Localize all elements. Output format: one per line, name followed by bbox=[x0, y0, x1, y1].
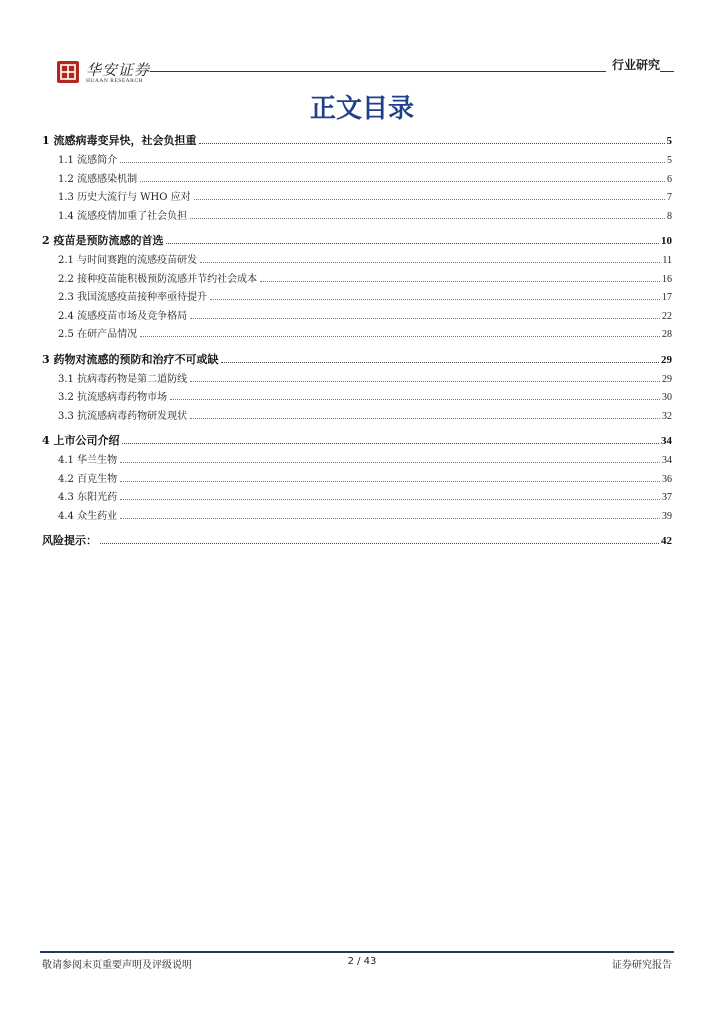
toc-entry-page: 5 bbox=[666, 135, 672, 147]
toc-subsection-entry[interactable] bbox=[42, 208, 672, 227]
toc-entry-title: 2 疫苗是预防流感的首选 bbox=[42, 234, 164, 247]
toc-entry-title: 2.4 流感疫苗市场及竞争格局 bbox=[58, 310, 188, 322]
toc-entry-page: 34 bbox=[662, 455, 672, 466]
toc-dot-leader bbox=[190, 381, 660, 382]
toc-dot-leader bbox=[190, 218, 665, 219]
toc-dot-leader bbox=[200, 262, 660, 263]
toc-dot-leader bbox=[140, 336, 660, 337]
toc-entry-title: 3 药物对流感的预防和治疗不可或缺 bbox=[42, 352, 219, 366]
toc-entry-page: 5 bbox=[667, 155, 672, 166]
toc-entry-title: 4.3 东阳光药 bbox=[58, 492, 118, 503]
logo-english-name: HUAAN RESEARCH bbox=[86, 78, 143, 84]
toc-subsection-entry[interactable] bbox=[42, 508, 672, 527]
toc-dot-leader bbox=[120, 162, 665, 163]
toc-subsection-entry[interactable] bbox=[42, 308, 672, 327]
toc-subsection-entry[interactable] bbox=[42, 471, 672, 490]
toc-entry-page: 32 bbox=[662, 410, 672, 422]
toc-subsection-entry[interactable] bbox=[42, 452, 672, 471]
report-category: 行业研究 bbox=[606, 56, 660, 73]
toc-entry-page: 28 bbox=[662, 329, 672, 340]
page-title: 正文目录 bbox=[309, 94, 414, 124]
page-number: 2 / 43 bbox=[347, 956, 377, 967]
toc-entry-page: 29 bbox=[661, 353, 672, 366]
toc-dot-leader bbox=[166, 243, 659, 244]
toc-subsection-entry[interactable] bbox=[42, 489, 672, 508]
toc-dot-leader bbox=[122, 443, 659, 444]
toc-entry-title: 4.4 众生药业 bbox=[58, 510, 118, 522]
footer-disclaimer: 敬请参阅末页重要声明及评级说明 bbox=[42, 960, 192, 971]
toc-entry-title: 3.1 抗病毒药物是第二道防线 bbox=[58, 373, 188, 385]
toc-subsection-entry[interactable] bbox=[42, 271, 672, 290]
toc-entry-title: 2.1 与时间赛跑的流感疫苗研发 bbox=[58, 255, 198, 266]
toc-dot-leader bbox=[140, 181, 665, 182]
toc-dot-leader bbox=[199, 143, 664, 144]
toc-dot-leader bbox=[120, 462, 660, 463]
toc-section-entry[interactable] bbox=[42, 130, 672, 152]
toc-section-entry[interactable] bbox=[42, 530, 672, 552]
toc-entry-title: 3.2 抗流感病毒药物市场 bbox=[58, 392, 168, 403]
huaan-logo-icon bbox=[56, 60, 80, 84]
toc-entry-page: 30 bbox=[662, 392, 672, 403]
toc-entry-page: 34 bbox=[661, 435, 672, 447]
toc-subsection-entry[interactable] bbox=[42, 252, 672, 271]
toc-section-entry[interactable] bbox=[42, 349, 672, 371]
toc-subsection-entry[interactable] bbox=[42, 326, 672, 345]
toc-subsection-entry[interactable] bbox=[42, 152, 672, 171]
toc-subsection-entry[interactable] bbox=[42, 189, 672, 208]
toc-entry-page: 17 bbox=[662, 292, 672, 303]
toc-dot-leader bbox=[260, 281, 660, 282]
toc-subsection-entry[interactable] bbox=[42, 389, 672, 408]
toc-entry-page: 10 bbox=[661, 235, 672, 247]
toc-dot-leader bbox=[120, 499, 660, 500]
toc-section-entry[interactable] bbox=[42, 430, 672, 452]
toc-entry-title: 3.3 抗流感病毒药物研发现状 bbox=[58, 410, 188, 422]
toc-dot-leader bbox=[210, 299, 660, 300]
toc-entry-title: 1.4 流感疫情加重了社会负担 bbox=[58, 210, 188, 222]
toc-dot-leader bbox=[120, 481, 660, 482]
toc-entry-page: 37 bbox=[662, 492, 672, 503]
toc-subsection-entry[interactable] bbox=[42, 289, 672, 308]
toc-dot-leader bbox=[190, 418, 660, 419]
footer-report-type: 证券研究报告 bbox=[612, 960, 672, 971]
toc-entry-title: 1.3 历史大流行与 WHO 应对 bbox=[58, 192, 191, 203]
toc-entry-page: 29 bbox=[662, 373, 672, 385]
toc-entry-title: 2.3 我国流感疫苗接种率亟待提升 bbox=[58, 292, 208, 303]
toc-entry-title: 1.2 流感感染机制 bbox=[58, 173, 138, 185]
header-rule bbox=[150, 71, 674, 72]
toc-section-entry[interactable] bbox=[42, 230, 672, 252]
toc-entry-title: 4.2 百克生物 bbox=[58, 473, 118, 485]
toc-subsection-entry[interactable] bbox=[42, 408, 672, 427]
toc-entry-page: 42 bbox=[661, 535, 672, 547]
toc-dot-leader bbox=[170, 399, 660, 400]
toc-entry-title: 风险提示： bbox=[42, 534, 97, 547]
toc-dot-leader bbox=[190, 318, 660, 319]
toc-dot-leader bbox=[194, 199, 665, 200]
toc-dot-leader bbox=[120, 518, 660, 519]
table-of-contents bbox=[42, 130, 672, 552]
toc-dot-leader bbox=[221, 362, 659, 363]
page-header bbox=[40, 54, 674, 88]
toc-entry-page: 8 bbox=[667, 210, 672, 222]
toc-subsection-entry[interactable] bbox=[42, 371, 672, 390]
toc-entry-title: 4.1 华兰生物 bbox=[58, 455, 118, 466]
toc-entry-title: 2.5 在研产品情况 bbox=[58, 329, 138, 340]
toc-entry-page: 11 bbox=[662, 255, 672, 266]
toc-entry-title: 1 流感病毒变异快，社会负担重 bbox=[42, 134, 197, 147]
toc-entry-page: 22 bbox=[662, 310, 672, 322]
toc-entry-title: 2.2 接种疫苗能积极预防流感并节约社会成本 bbox=[58, 273, 258, 285]
toc-subsection-entry[interactable] bbox=[42, 171, 672, 190]
toc-entry-title: 4 上市公司介绍 bbox=[42, 434, 120, 447]
toc-entry-page: 16 bbox=[662, 273, 672, 285]
toc-entry-title: 1.1 流感简介 bbox=[58, 155, 118, 166]
toc-dot-leader bbox=[100, 543, 659, 544]
logo-chinese-name: 华安证券 bbox=[86, 61, 151, 79]
toc-entry-page: 36 bbox=[662, 473, 672, 485]
toc-entry-page: 6 bbox=[667, 173, 672, 185]
toc-entry-page: 7 bbox=[667, 192, 672, 203]
toc-entry-page: 39 bbox=[662, 510, 672, 522]
footer-rule bbox=[40, 951, 674, 953]
